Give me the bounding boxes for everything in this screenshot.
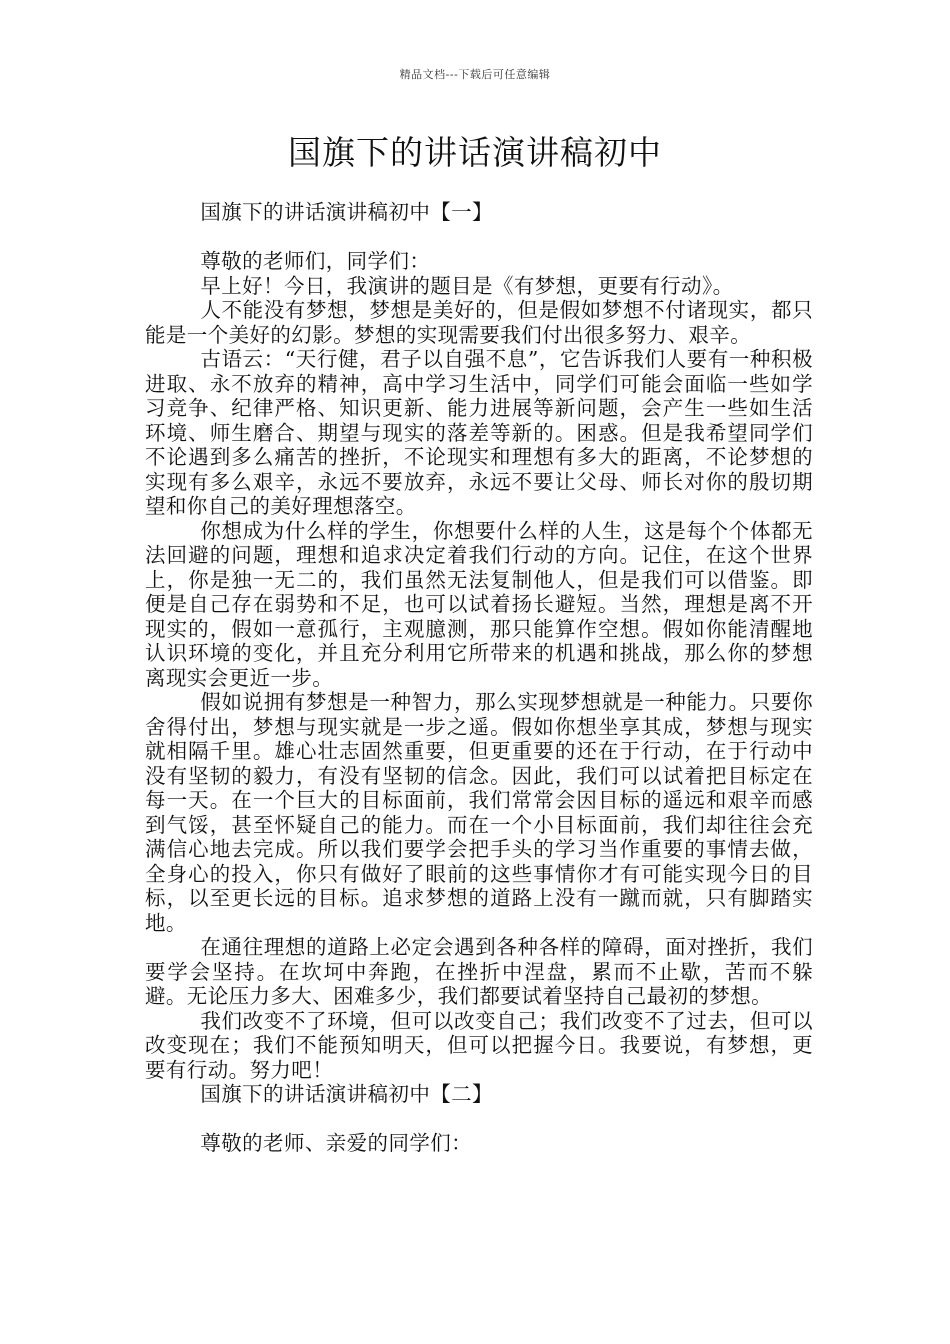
- paragraph: 人不能没有梦想，梦想是美好的，但是假如梦想不付诸现实，都只能是一个美好的幻影。梦想的实现需要我们付出很多努力、艰辛。: [145, 298, 813, 347]
- paragraph: 你想成为什么样的学生，你想要什么样的人生，这是每个个体都无法回避的问题，理想和追求决定着我们行动的方向。记住，在这个世界上，你是独一无二的，我们虽然无法复制他人，但是我们可以借鉴。即便是自己存在弱势和不足，也可以试着扬长避短。当然，理想是离不开现实的，假如一意孤行，主观臆测，那只能算作空想。假如你能清醒地认识环境的变化，并且充分利用它所带来的机遇和挑战，那么你的梦想离现实会更近一步。: [145, 518, 813, 690]
- document-body: [145, 200, 813, 1156]
- section-heading-2: 国旗下的讲话演讲稿初中【二】: [200, 1082, 493, 1106]
- paragraph: 古语云：“天行健，君子以自强不息”，它告诉我们人要有一种积极进取、永不放弃的精神，高中学习生活中，同学们可能会面临一些如学习竞争、纪律严格、知识更新、能力进展等新问题，会产生一些如生活环境、师生磨合、期望与现实的落差等新的。困惑。但是我希望同学们不论遇到多么痛苦的挫折，不论现实和理想有多大的距离，不论梦想的实现有多么艰辛，永远不要放弃，永远不要让父母、师长对你的殷切期望和你自己的美好理想落空。: [145, 347, 813, 518]
- section-heading-1: 国旗下的讲话演讲稿初中【一】: [200, 200, 493, 224]
- salutation-1: 尊敬的老师们，同学们：: [200, 249, 431, 273]
- paragraph: 在通往理想的道路上必定会遇到各种各样的障碍，面对挫折，我们要学会坚持。在坎坷中奔跑，在挫折中涅盘，累而不止歇，苦而不躲避。无论压力多大、困难多少，我们都要试着坚持自己最初的梦想。: [145, 935, 813, 1008]
- salutation-2: 尊敬的老师、亲爱的同学们：: [200, 1131, 473, 1155]
- paragraph: 假如说拥有梦想是一种智力，那么实现梦想就是一种能力。只要你舍得付出，梦想与现实就是一步之遥。假如你想坐享其成，梦想与现实就相隔千里。雄心壮志固然重要，但更重要的还在于行动，在于行动中没有坚韧的毅力，有没有坚韧的信念。因此，我们可以试着把目标定在每一天。在一个巨大的目标面前，我们常常会因目标的遥远和艰辛而感到气馁，甚至怀疑自己的能力。而在一个小目标面前，我们却往往会充满信心地去完成。所以我们要学会把手头的学习当作重要的事情去做，全身心的投入，你只有做好了眼前的这些事情你才有可能实现今日的目标，以至更长远的目标。追求梦想的道路上没有一蹴而就，只有脚踏实地。: [145, 690, 813, 935]
- paragraph: 我们改变不了环境，但可以改变自己；我们改变不了过去，但可以改变现在；我们不能预知明天，但可以把握今日。我要说，有梦想，更要有行动。努力吧！: [145, 1008, 813, 1082]
- paragraph: 早上好！今日，我演讲的题目是《有梦想，更要有行动》。: [200, 273, 734, 298]
- document-title: 国旗下的讲话演讲稿初中: [288, 133, 662, 172]
- header-note: 精品文档---下载后可任意编辑: [399, 68, 551, 81]
